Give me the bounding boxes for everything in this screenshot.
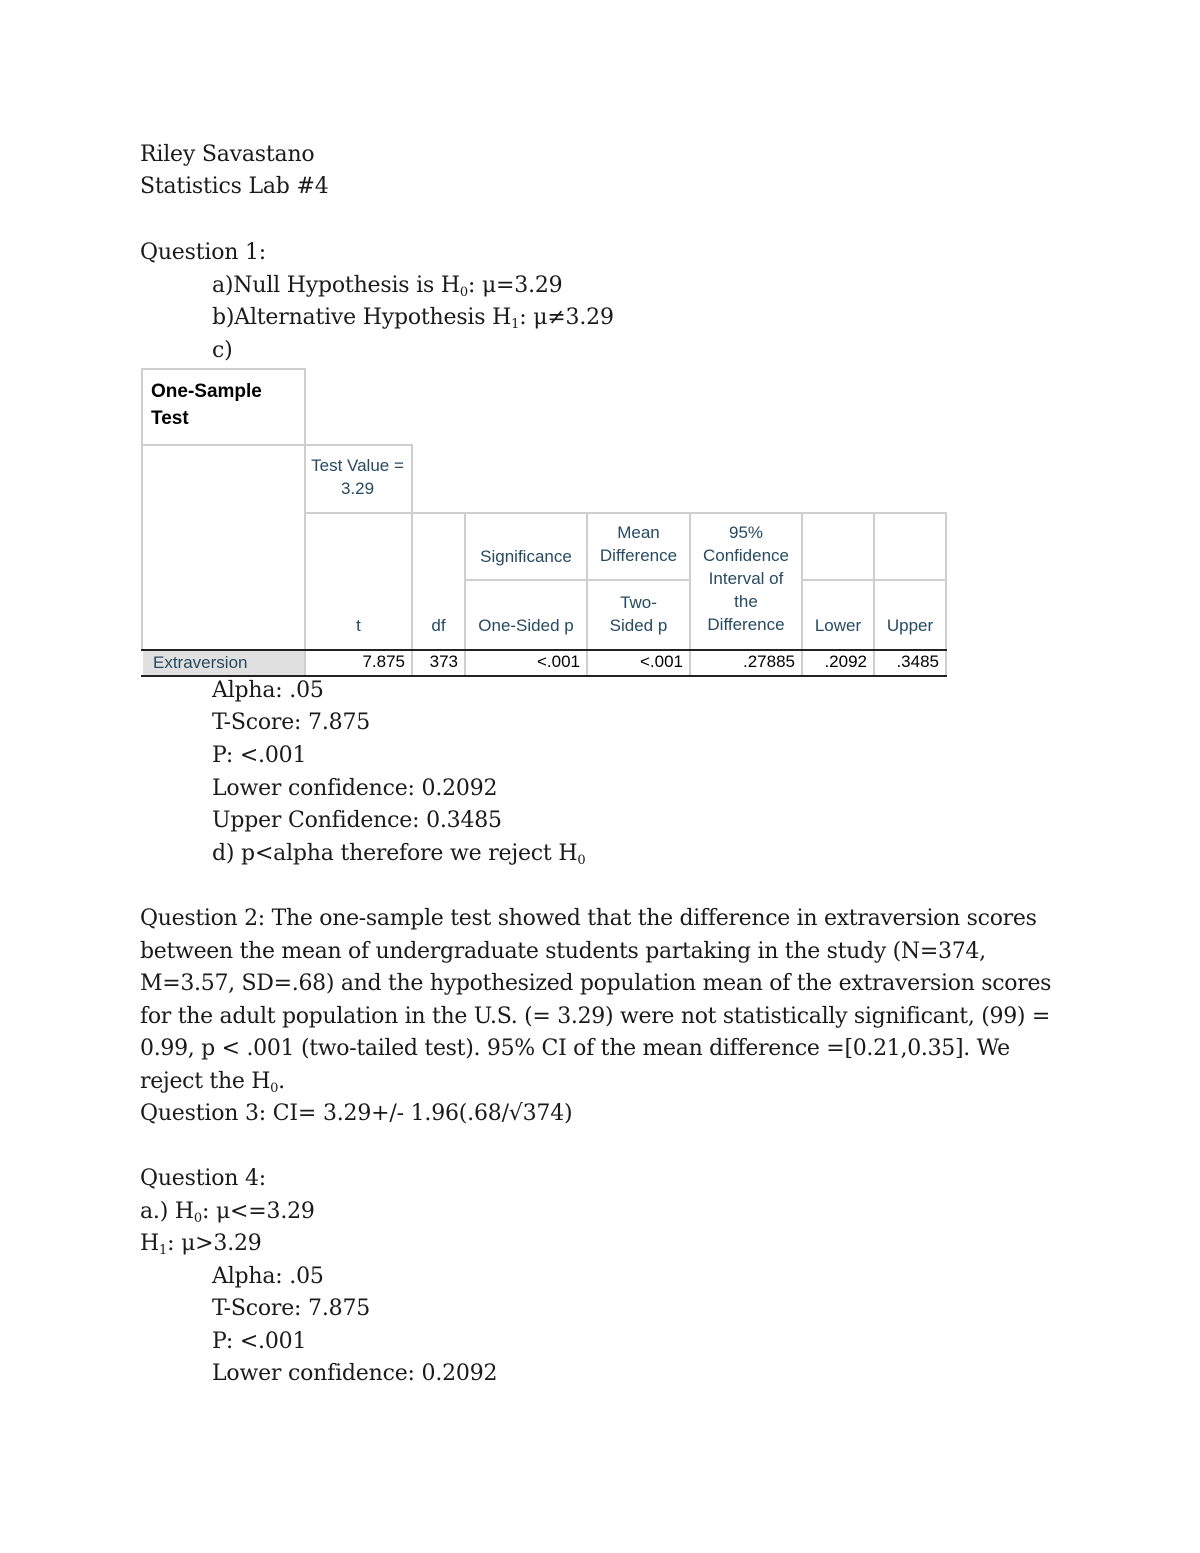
author-name: Riley Savastano xyxy=(140,142,315,167)
mean-diff-header: Mean Difference xyxy=(599,523,678,565)
row-label-extraversion: Extraversion xyxy=(143,651,304,675)
blank-header-cell xyxy=(801,512,875,581)
mean-diff-value: .27885 xyxy=(689,651,803,675)
ci-header: 95% Confidence Interval of the Difference xyxy=(702,523,789,634)
upper-header: Upper xyxy=(886,616,934,635)
one-sided-p-value: <.001 xyxy=(464,651,588,675)
q1-p: P: <.001 xyxy=(212,743,307,768)
q4-alt-hypothesis: $H_1$: μ>3.29 xyxy=(140,1231,262,1258)
q3-formula: Question 3: CI= 3.29+/- 1.96(.68/√374) xyxy=(140,1101,573,1126)
q1-tscore: T-Score: 7.875 xyxy=(212,710,371,735)
two-sided-p-value: <.001 xyxy=(586,651,691,675)
q4-lower-confidence: Lower confidence: 0.2092 xyxy=(212,1361,498,1386)
one-sample-test-table xyxy=(141,368,947,678)
df-header: df xyxy=(431,616,446,635)
q1-heading: Question 1: xyxy=(140,240,267,265)
test-value-header: Test Value = 3.29 xyxy=(304,444,413,514)
blank-header-cell xyxy=(873,512,947,581)
two-sided-header: Two-Sided p xyxy=(609,593,668,635)
lab-title: Statistics Lab #4 xyxy=(140,174,329,199)
q1-alpha: Alpha: .05 xyxy=(212,678,324,703)
t-value: 7.875 xyxy=(304,651,413,675)
q4-heading: Question 4: xyxy=(140,1166,267,1191)
q4-p: P: <.001 xyxy=(212,1329,307,1354)
q1-alt-hypothesis: b)Alternative Hypothesis $H_1$: μ≠3.29 xyxy=(212,305,614,332)
upper-value: .3485 xyxy=(873,651,947,675)
q2-paragraph: Question 2: The one-sample test showed that the difference in extraversion scores between the mean of undergraduate students partaking in the study (N=374, M=3.57, SD=.68) and the hypothesized population mean of the extraversion scores for the adult population in the U.S. (= 3.29) were not statistically significant, (99) = 0.99, p < .001 (two-tailed test). 95% CI of the mean difference =[0.21,0.35]. We reject the $H_0$. xyxy=(140,906,1052,1096)
q1-null-hypothesis: a)Null Hypothesis is $H_0$: μ=3.29 xyxy=(212,273,563,300)
q4-alpha: Alpha: .05 xyxy=(212,1264,324,1289)
q1-lower-confidence: Lower confidence: 0.2092 xyxy=(212,776,498,801)
q1-conclusion: d) p<alpha therefore we reject $H_0$ xyxy=(212,841,586,868)
lower-value: .2092 xyxy=(801,651,875,675)
q4-null-hypothesis: a.) $H_0$: μ<=3.29 xyxy=(140,1199,315,1226)
q1-upper-confidence: Upper Confidence: 0.3485 xyxy=(212,808,502,833)
one-sided-header: One-Sided p xyxy=(478,616,574,635)
lower-header: Lower xyxy=(814,616,862,635)
q1-c-label: c) xyxy=(212,338,233,363)
table-title: One-Sample Test xyxy=(141,368,306,446)
q4-tscore: T-Score: 7.875 xyxy=(212,1296,371,1321)
df-value: 373 xyxy=(411,651,466,675)
t-header: t xyxy=(356,616,361,635)
row-header-column xyxy=(141,444,306,651)
significance-header: Significance xyxy=(480,547,572,566)
